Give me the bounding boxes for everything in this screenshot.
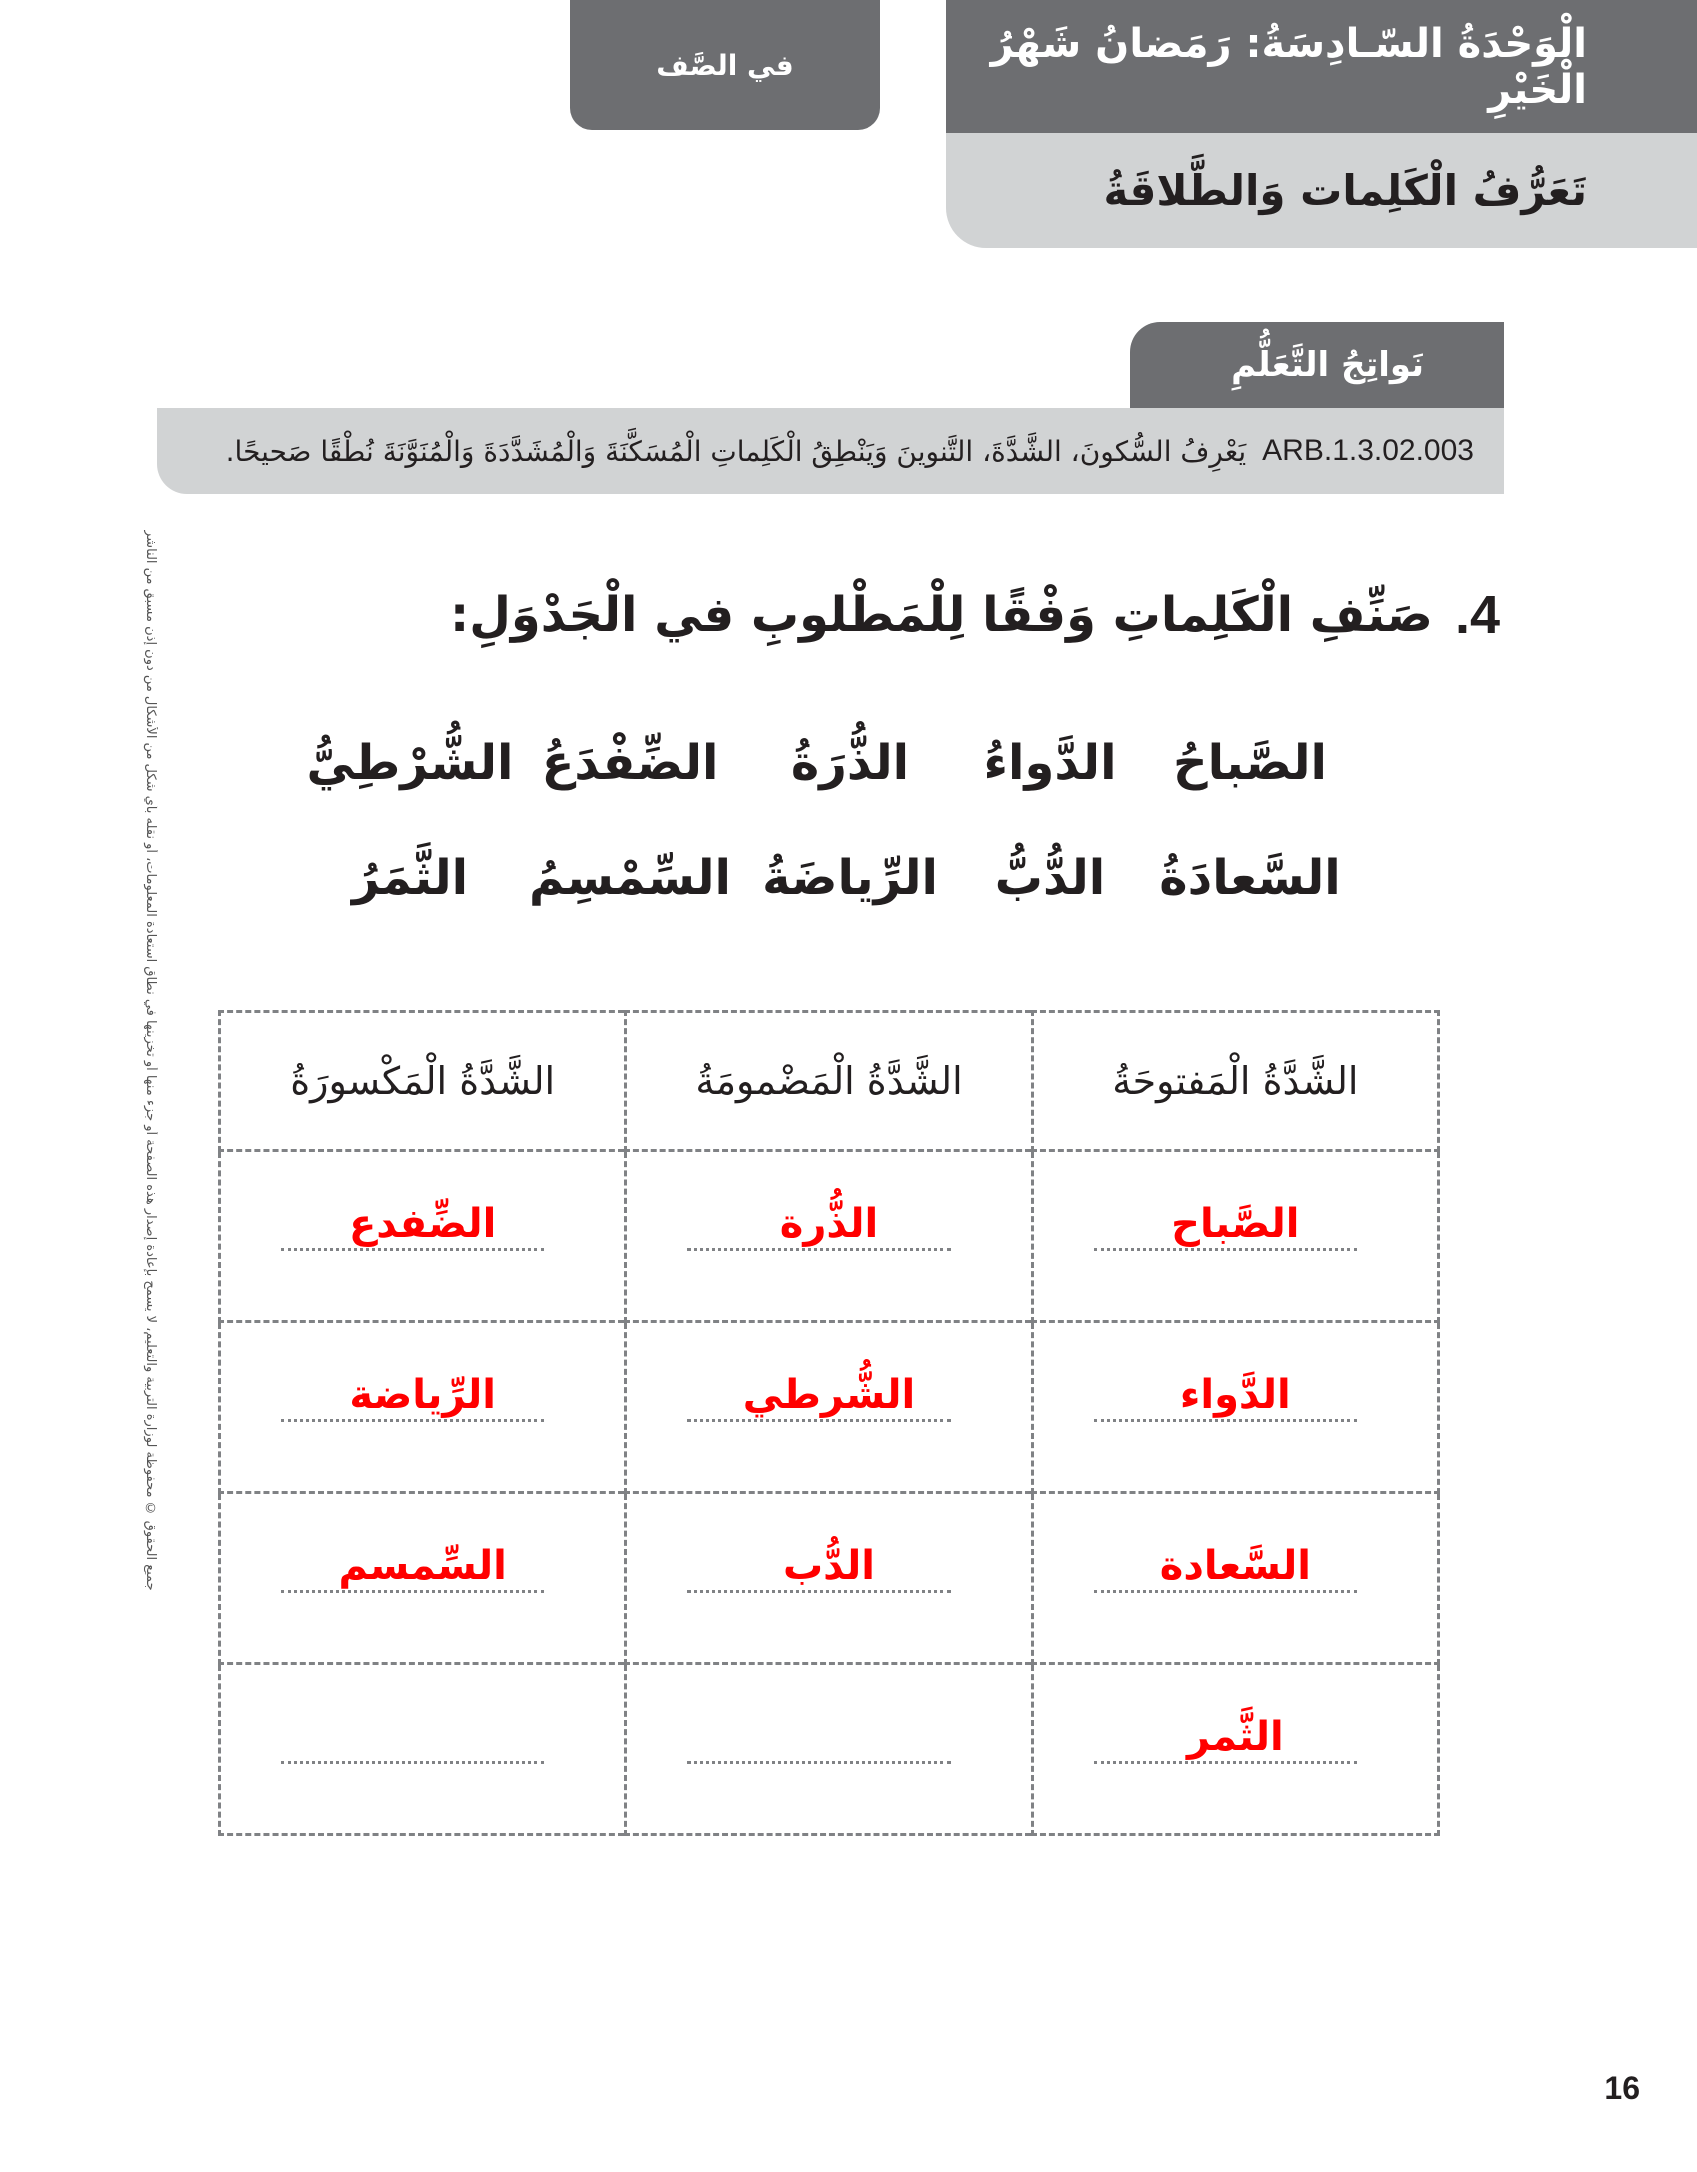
answer-cell[interactable] [1032, 1492, 1438, 1663]
unit-title: الْوَحْدَةُ السّـادِسَةُ: رَمَضانُ شَهْرُ الْخَيْرِ [946, 0, 1697, 133]
class-tab: في الصَّف [570, 0, 880, 130]
word-bank-item: السِّمْسِمُ [529, 850, 731, 906]
table-row [220, 1321, 1439, 1492]
word-bank-item: الصَّباحُ [1173, 735, 1327, 791]
learning-outcomes-bar [157, 408, 1504, 494]
answer-text: الصَّباح [1171, 1200, 1300, 1247]
learning-outcomes-title: نَواتِجُ التَّعَلُّمِ [1130, 322, 1504, 408]
word-bank-item: الشُّرْطِيُّ [306, 735, 514, 791]
word-bank-item: الذُّرَةُ [790, 735, 910, 791]
word-bank-item: الثَّمَرُ [351, 850, 469, 906]
header-damma-shadda: الشَّدَّةُ الْمَضْمومَةُ [626, 1012, 1032, 1151]
outcome-text: يَعْرِفُ السُّكونَ، الشَّدَّةَ، التَّنوينَ وَيَنْطِقُ الْكَلِماتِ الْمُسَكَّنَةَ وَالْمُشَدَّدَةَ وَالْمُنَوَّنَةَ نُطْقًا صَحيحًا. [225, 434, 1247, 468]
answer-cell[interactable] [626, 1150, 1032, 1321]
table-row [220, 1150, 1439, 1321]
header-kasra-shadda: الشَّدَّةُ الْمَكْسورَةُ [220, 1012, 626, 1151]
answer-text: السِّمسم [338, 1542, 507, 1589]
answer-cell[interactable] [220, 1492, 626, 1663]
answer-cell[interactable] [220, 1663, 626, 1834]
table-row [220, 1492, 1439, 1663]
answer-cell[interactable] [220, 1150, 626, 1321]
word-bank-item: الدَّواءُ [983, 735, 1117, 791]
classification-table [218, 1010, 1440, 1836]
answer-cell[interactable] [1032, 1150, 1438, 1321]
answer-cell[interactable] [626, 1492, 1032, 1663]
answer-text: السَّعادة [1159, 1542, 1311, 1589]
answer-text: الذُّرة [779, 1200, 879, 1247]
answer-text: الشُّرطي [742, 1371, 916, 1418]
lesson-title: تَعَرُّفُ الْكَلِمات وَالطَّلاقَةُ [946, 133, 1697, 248]
table-row [220, 1663, 1439, 1834]
question-number: 4. [1454, 585, 1500, 645]
answer-text: الضِّفدع [348, 1200, 497, 1247]
answer-cell[interactable] [1032, 1663, 1438, 1834]
answer-text: الدَّواء [1179, 1371, 1291, 1418]
answer-text: الثَّمر [1186, 1713, 1284, 1760]
question-text: صَنِّفِ الْكَلِماتِ وَفْقًا لِلْمَطْلوبِ في الْجَدْوَلِ: [450, 587, 1433, 643]
header-open-shadda: الشَّدَّةُ الْمَفتوحَةُ [1032, 1012, 1438, 1151]
word-bank-item: الضِّفْدَعُ [541, 735, 719, 791]
outcome-code: ARB.1.3.02.003 [1262, 434, 1474, 467]
word-bank-item: السَّعادَةُ [1159, 850, 1341, 906]
answer-cell[interactable] [220, 1321, 626, 1492]
question-4 [450, 575, 1500, 655]
copyright-note: جميع الحقوق © محفوظة لوزارة التربية والتعليم، لا يسمح بإعادة إصدار هذه الصفحة أو جزء منها أو تخزينها في نطاق استعادة المعلومات، أو نقله بأي شكل من الأشكال من دون إذن مسبق من الناشر [143, 530, 158, 1591]
answer-cell[interactable] [1032, 1321, 1438, 1492]
answer-text: الرِّياضة [349, 1371, 496, 1418]
page-number: 16 [1604, 2070, 1640, 2106]
word-bank-item: الرِّياضَةُ [762, 850, 938, 906]
answer-cell[interactable] [626, 1321, 1032, 1492]
answer-text: الدُّب [782, 1542, 876, 1589]
answer-cell[interactable] [626, 1663, 1032, 1834]
word-bank-item: الدُّبُّ [994, 850, 1106, 906]
table-header-row [220, 1012, 1439, 1151]
